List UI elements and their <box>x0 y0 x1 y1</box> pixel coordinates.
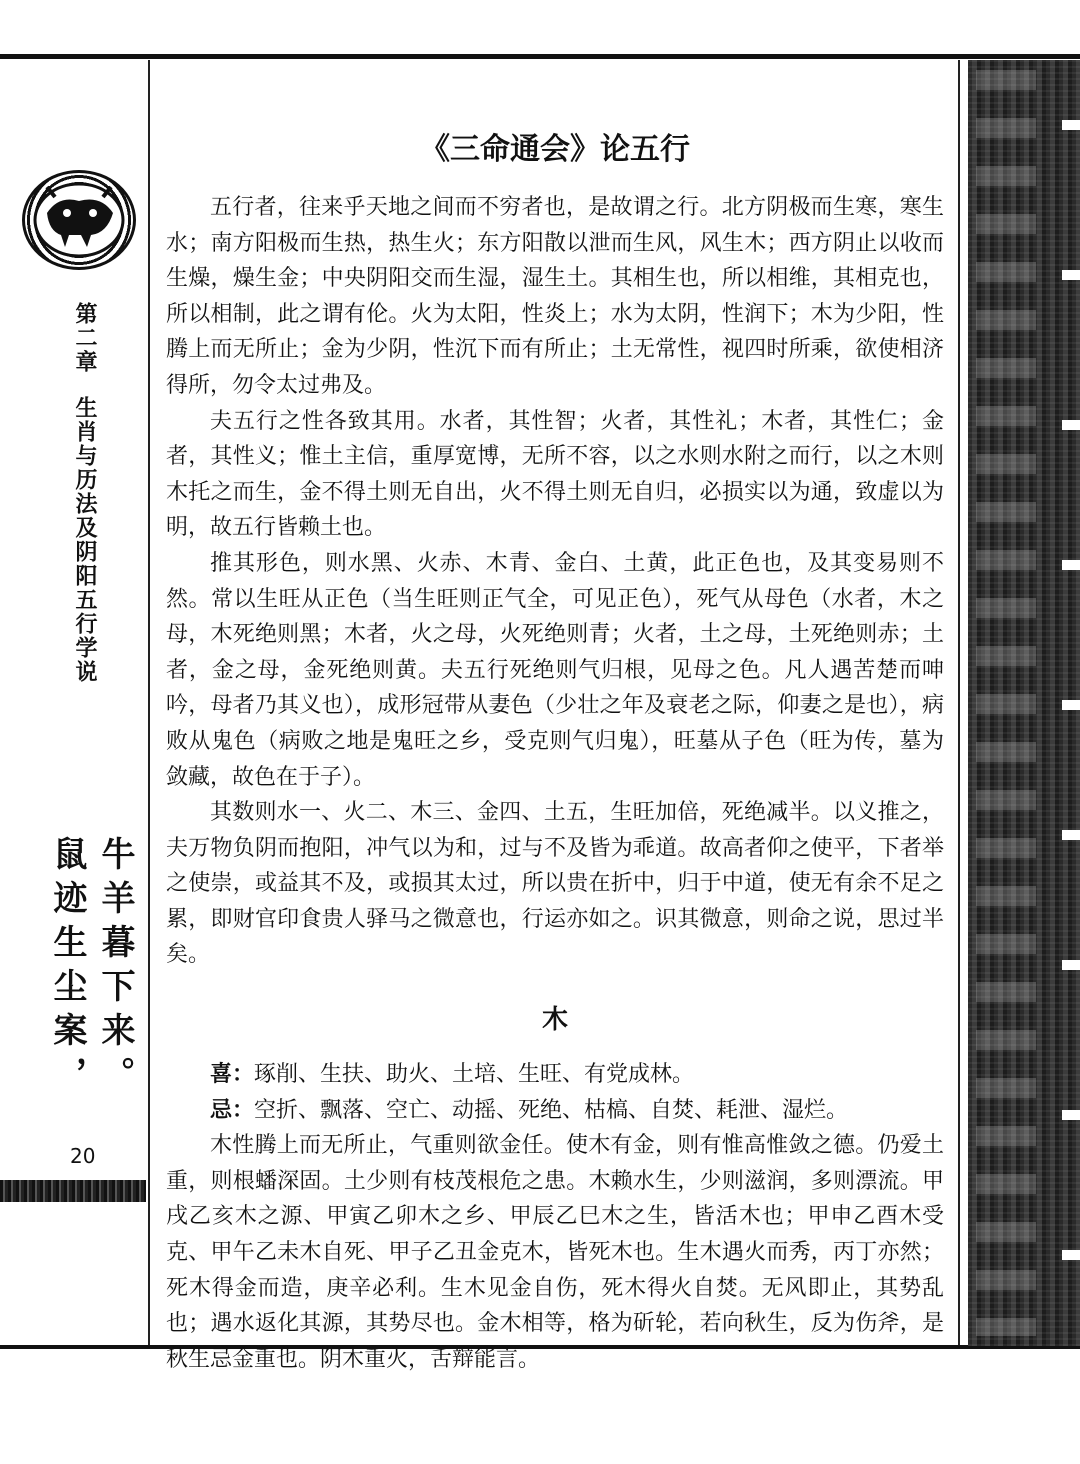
paragraph-4: 其数则水一、火二、木三、金四、土五，生旺加倍，死绝减半。以义推之，夫万物负阴而抱阳，冲气以为和，过与不及皆为乖道。故高者仰之使平，下者举之使崇，或益其不及，或损其太过，所以贵在折中，归于中道，使无有余不足之累，即财官印食贵人驿马之微意也，行运亦如之。识其微意，则命之说，思过半矣。 <box>166 800 944 968</box>
poem-line-2: 鼠迹生尘案， <box>47 836 87 1100</box>
wood-likes-label: 喜： <box>210 1062 255 1088</box>
section-title-wood: 木 <box>541 1005 568 1036</box>
strip-tab <box>1062 120 1080 130</box>
ox-seal-emblem-icon <box>22 170 136 270</box>
page-number: 20 <box>70 1144 96 1168</box>
strip-tab <box>1062 420 1080 430</box>
chapter-title: 生肖与历法及阴阳五行学说 <box>72 396 97 684</box>
chapter-number: 第二章 <box>72 302 97 374</box>
margin-divider <box>148 60 150 1346</box>
strip-tab <box>1062 1250 1080 1260</box>
strip-tab <box>1062 270 1080 280</box>
main-text-column <box>166 128 944 1377</box>
chapter-running-head <box>62 302 106 684</box>
strip-tab <box>1062 1110 1080 1120</box>
wood-likes <box>166 1057 944 1093</box>
wood-paragraph: 木性腾上而无所止，气重则欲金任。使木有金，则有惟高惟敛之德。仍爱土重，则根蟠深固。土少则有枝茂根危之患。木赖水生，少则滋润，多则漂流。甲戌乙亥木之源、甲寅乙卯木之乡、甲辰乙巳木之生，皆活木也；甲申乙酉木受克、甲午乙未木自死、甲子乙丑金克木，皆死木也。生木遇火而秀，丙丁亦然；死木得金而造，庚辛必利。生木见金自伤，死木得火自焚。无风即止，其势乱也；遇水返化其源，其势尽也。金木相等，格为斫轮，若向秋生，反为伤斧，是秋生忌金重也。阴木重火，舌辩能言。 <box>166 1133 944 1372</box>
strip-tab <box>1062 960 1080 970</box>
page-number-bar <box>0 1180 146 1202</box>
wood-taboos <box>166 1093 944 1129</box>
wood-taboos-label: 忌： <box>210 1097 255 1123</box>
article-title: 《三命通会》论五行 <box>420 132 690 167</box>
strip-tab <box>1062 560 1080 570</box>
wood-likes-text: 琢削、生扶、助火、土培、生旺、有党成林。 <box>254 1062 695 1088</box>
top-rule <box>0 54 1080 59</box>
right-frame-line <box>958 60 960 1346</box>
paragraph-3: 推其形色，则水黑、火赤、木青、金白、土黄，此正色也，及其变易则不然。常以生旺从正色（当生旺则正气全，可见正色），死气从母色（水者，木之母，木死绝则黑；木者，火之母，火死绝则青；火者，土之母，土死绝则赤；土者，金之母，金死绝则黄。夫五行死绝则气归根，见母之色。凡人遇苦楚而呻吟，母者乃其义也），成形冠带从妻色（少壮之年及衰老之际，仰妻之是也），病败从鬼色（病败之地是鬼旺之乡，受克则气归鬼），旺墓从子色（旺为传，墓为敛藏，故色在于子）。 <box>166 550 944 790</box>
wood-taboos-text: 空折、飘落、空亡、动摇、死绝、枯槁、自焚、耗泄、湿烂。 <box>254 1097 849 1123</box>
paragraph-2: 夫五行之性各致其用。水者，其性智；火者，其性礼；木者，其性仁；金者，其性义；惟土主信，重厚宽博，无所不容，以之水则水附之而行，以之木则木托之而生，金不得土则无自出，火不得土则无自归，必损实以为通，致虚以为明，故五行皆赖土也。 <box>166 408 944 541</box>
paragraph-1: 五行者，往来乎天地之间而不穷者也，是故谓之行。北方阴极而生寒，寒生水；南方阳极而生热，热生火；东方阳散以泄而生风，风生木；西方阴止以收而生燥，燥生金；中央阴阳交而生湿，湿生土。其相生也，所以相维，其相克也，所以相制，此之谓有伦。火为太阳，性炎上；水为太阴，性润下；木为少阳，性腾上而无所止；金为少阴，性沉下而有所止；土无常性，视四时所乘，欲使相济得所，勿令太过弗及。 <box>166 195 944 398</box>
poem-line-1: 牛羊暮下来。 <box>95 836 135 1100</box>
strip-tab <box>1062 700 1080 710</box>
strip-tab <box>1062 830 1080 840</box>
